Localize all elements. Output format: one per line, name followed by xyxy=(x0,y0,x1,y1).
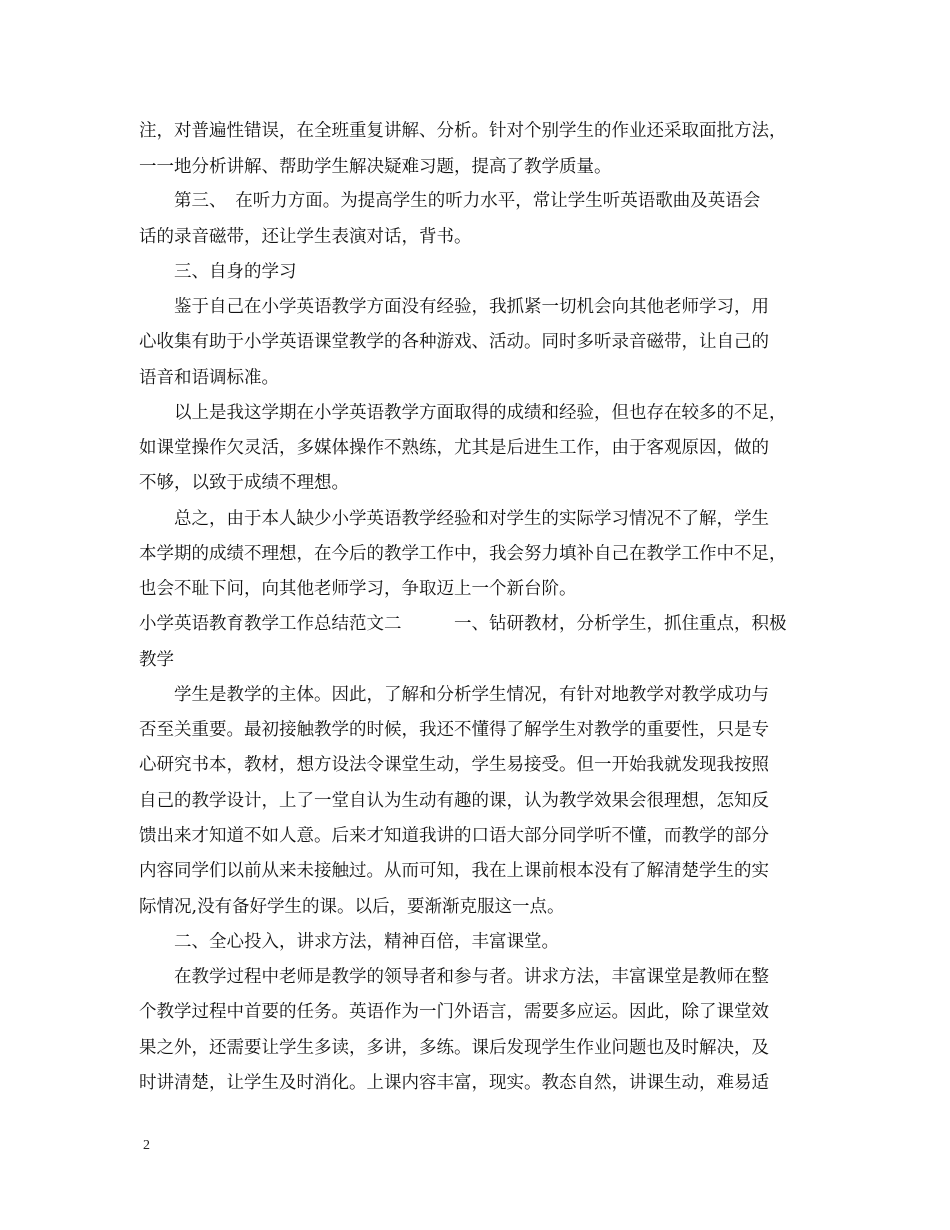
text-line: 时讲清楚，让学生及时消化。上课内容丰富，现实。教态自然，讲课生动，难易适 xyxy=(139,1073,769,1093)
text-line: 内容同学们以前从来未接触过。从而可知，我在上课前根本没有了解清楚学生的实 xyxy=(139,861,769,881)
text-line: 学生是教学的主体。因此，了解和分析学生情况，有针对地教学对教学成功与 xyxy=(139,685,769,705)
text-line: 不够，以致于成绩不理想。 xyxy=(139,473,349,493)
text-line: 本学期的成绩不理想，在今后的教学工作中，我会努力填补自己在教学工作中不足， xyxy=(139,544,787,564)
section-heading: 二、全心投入，讲求方法，精神百倍，丰富课堂。 xyxy=(139,932,559,952)
text-line: 心收集有助于小学英语课堂教学的各种游戏、活动。同时多听录音磁带，让自己的 xyxy=(139,332,769,352)
text-line: 注，对普遍性错误，在全班重复讲解、分析。针对个别学生的作业还采取面批方法， xyxy=(139,121,787,141)
text-line: 第三、 在听力方面。为提高学生的听力水平，常让学生听英语歌曲及英语会 xyxy=(139,191,761,211)
text-line: 话的录音磁带，还让学生表演对话，背书。 xyxy=(139,227,472,247)
text-line: 个教学过程中首要的任务。英语作为一门外语言，需要多应运。因此，除了课堂效 xyxy=(139,1002,769,1022)
text-line: 鉴于自己在小学英语教学方面没有经验，我抓紧一切机会向其他老师学习，用 xyxy=(139,297,769,317)
page-number: 2 xyxy=(143,1138,150,1153)
text-line: 语音和语调标准。 xyxy=(139,368,279,388)
text-line: 教学 xyxy=(139,650,174,670)
article-title: 小学英语教育教学工作总结范文二 一、钻研教材，分析学生，抓住重点，积极 xyxy=(139,614,787,634)
text-line: 如课堂操作欠灵活，多媒体操作不熟练，尤其是后进生工作，由于客观原因，做的 xyxy=(139,438,769,458)
text-line: 自己的教学设计，上了一堂自认为生动有趣的课，认为教学效果会很理想，怎知反 xyxy=(139,791,769,811)
text-line: 际情况,没有备好学生的课。以后，要渐渐克服这一点。 xyxy=(139,897,565,917)
text-line: 心研究书本，教材，想方设法令课堂生动，学生易接受。但一开始我就发现我按照 xyxy=(139,755,769,775)
text-line: 在教学过程中老师是教学的领导者和参与者。讲求方法，丰富课堂是教师在整 xyxy=(139,967,769,987)
text-line: 以上是我这学期在小学英语教学方面取得的成绩和经验，但也存在较多的不足， xyxy=(139,403,787,423)
text-line: 果之外，还需要让学生多读，多讲，多练。课后发现学生作业问题也及时解决，及 xyxy=(139,1038,769,1058)
text-line: 总之，由于本人缺少小学英语教学经验和对学生的实际学习情况不了解，学生 xyxy=(139,509,769,529)
section-heading: 三、自身的学习 xyxy=(139,262,297,282)
text-line: 否至关重要。最初接触教学的时候，我还不懂得了解学生对教学的重要性，只是专 xyxy=(139,720,769,740)
text-line: 一一地分析讲解、帮助学生解决疑难习题，提高了教学质量。 xyxy=(139,157,612,177)
text-line: 馈出来才知道不如人意。后来才知道我讲的口语大部分同学听不懂，而教学的部分 xyxy=(139,826,769,846)
text-line: 也会不耻下问，向其他老师学习，争取迈上一个新台阶。 xyxy=(139,579,577,599)
